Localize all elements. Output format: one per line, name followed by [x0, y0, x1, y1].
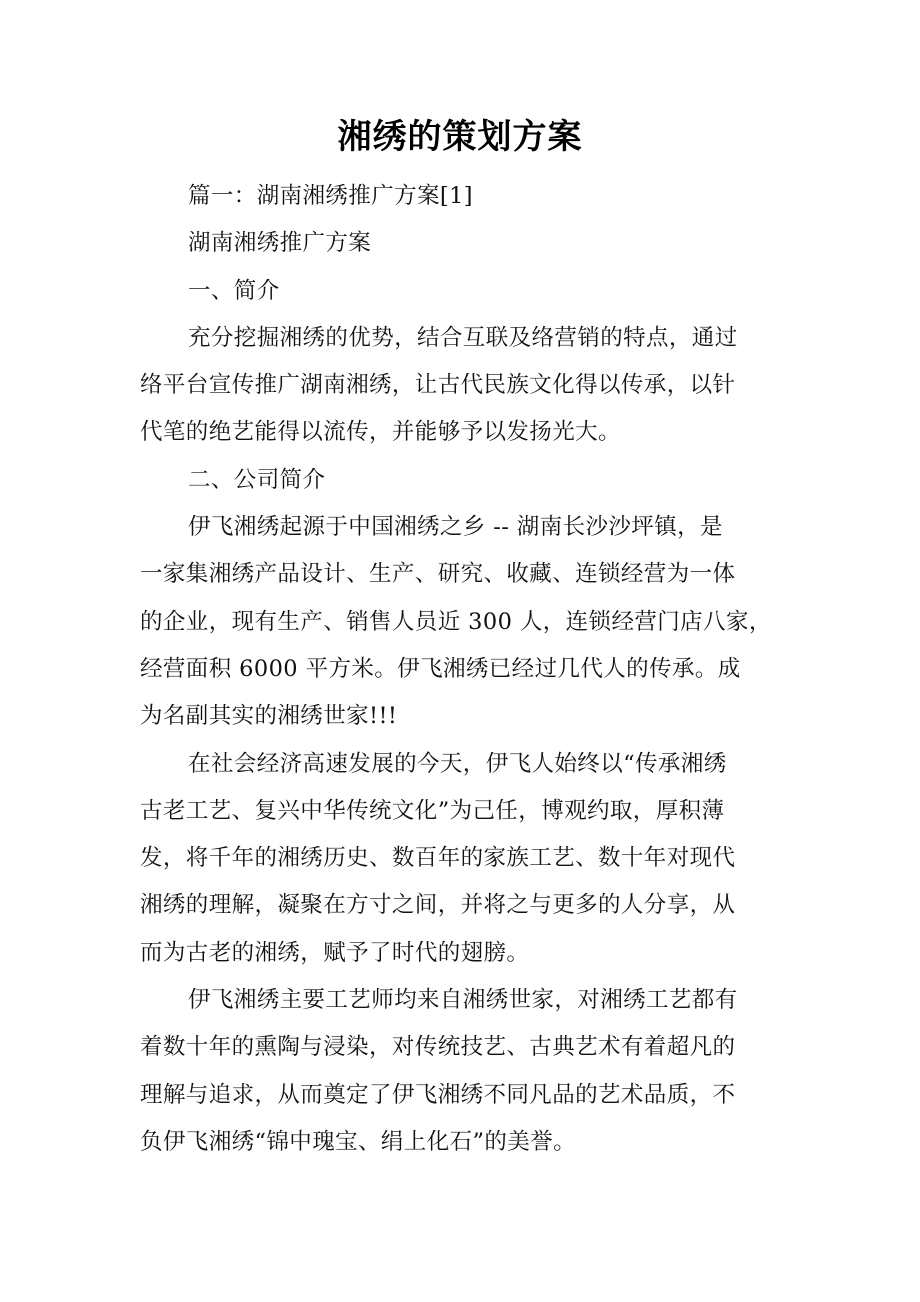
paragraph-line: 一家集湘绣产品设计、生产、研究、收藏、连锁经营为一体: [140, 561, 736, 588]
paragraph-line: 经营面积 6000 平方米。伊飞湘绣已经过几代人的传承。成: [140, 655, 741, 682]
paragraph-line: 在社会经济高速发展的今天，伊飞人始终以“传承湘绣: [188, 750, 727, 777]
paragraph-line: 理解与追求，从而奠定了伊飞湘绣不同凡品的艺术品质，不: [140, 1081, 736, 1108]
paragraph-line: 发，将千年的湘绣历史、数百年的家族工艺、数十年对现代: [140, 845, 736, 872]
paragraph-line: 湘绣的理解，凝聚在方寸之间，并将之与更多的人分享，从: [140, 892, 736, 919]
paragraph-line: 络平台宣传推广湖南湘绣，让古代民族文化得以传承，以针: [140, 372, 736, 399]
paragraph-line: 负伊飞湘绣“锦中瑰宝、绢上化石”的美誉。: [140, 1128, 577, 1155]
paragraph-line: 伊飞湘绣主要工艺师均来自湘绣世家，对湘绣工艺都有: [188, 987, 738, 1014]
heading-introduction: 一、简介: [188, 277, 280, 304]
document-body: [140, 173, 785, 1166]
paragraph-line: 着数十年的熏陶与浸染，对传统技艺、古典艺术有着超凡的: [140, 1034, 736, 1061]
paragraph-line: 而为古老的湘绣，赋予了时代的翅膀。: [140, 939, 530, 966]
paragraph-line: 古老工艺、复兴中华传统文化”为己任，博观约取，厚积薄: [140, 797, 725, 824]
plan-subtitle: 湖南湘绣推广方案: [188, 230, 372, 257]
paragraph-line: 充分挖掘湘绣的优势，结合互联及络营销的特点，通过: [188, 324, 738, 351]
document-title: 湘绣的策划方案: [337, 117, 583, 157]
section-heading-part-one: 篇一：湖南湘绣推广方案[1]: [188, 183, 473, 209]
paragraph-line: 为名副其实的湘绣世家!!!: [140, 703, 398, 730]
paragraph-line: 代笔的绝艺能得以流传，并能够予以发扬光大。: [140, 419, 621, 446]
heading-company-profile: 二、公司简介: [188, 466, 326, 493]
paragraph-line: 的企业，现有生产、销售人员近 300 人，连锁经营门店八家，: [140, 608, 772, 635]
paragraph-line: 伊飞湘绣起源于中国湘绣之乡 -- 湖南长沙沙坪镇，是: [188, 514, 723, 541]
